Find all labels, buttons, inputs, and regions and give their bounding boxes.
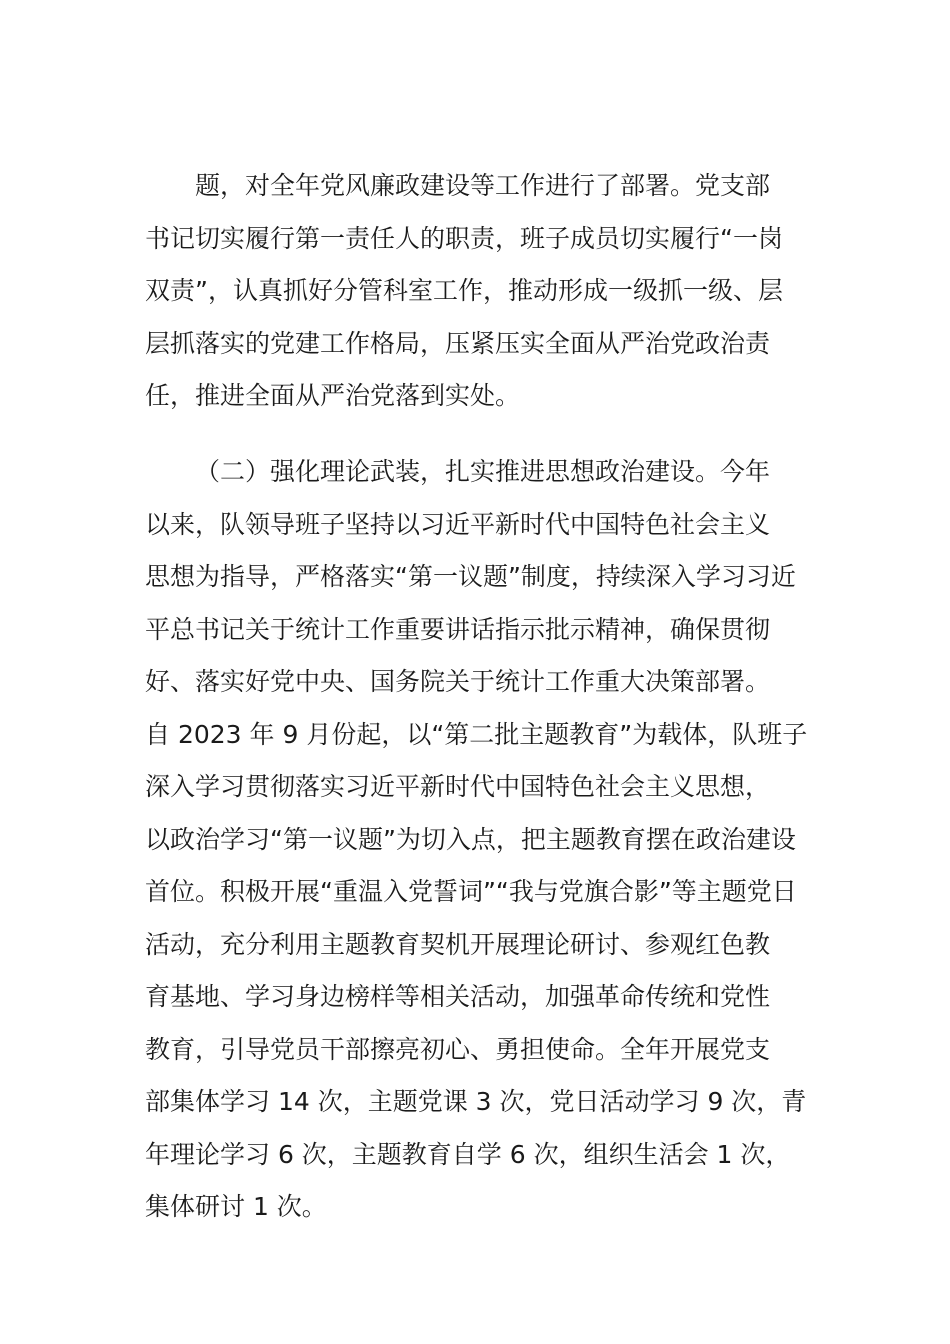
paragraph-party-conduct	[145, 160, 825, 423]
paragraph-line: 双责”，认真抓好分管科室工作，推动形成一级抓一级、层	[145, 276, 783, 305]
paragraph-line: 活动，充分利用主题教育契机开展理论研讨、参观红色教	[145, 929, 771, 959]
paragraph-line: 好、落实好党中央、国务院关于统计工作重大决策部署。	[145, 667, 771, 696]
paragraph-line: 以来，队领导班子坚持以习近平新时代中国特色社会主义	[145, 509, 771, 539]
paragraph-line: 任，推进全面从严治党落到实处。	[145, 381, 521, 410]
paragraph-line: 思想为指导，严格落实“第一议题”制度，持续深入学习习近	[145, 562, 796, 591]
paragraph-line: 年理论学习 6 次，主题教育自学 6 次，组织生活会 1 次，	[145, 1139, 791, 1169]
paragraph-line: 层抓落实的党建工作格局，压紧压实全面从严治党政治责	[145, 328, 771, 358]
paragraph-theory-study	[145, 446, 825, 1234]
paragraph-line: 自 2023 年 9 月份起，以“第二批主题教育”为载体，队班子	[145, 719, 808, 749]
paragraph-line: 以政治学习“第一议题”为切入点，把主题教育摆在政治建设	[145, 824, 796, 854]
section-heading-line: （二）强化理论武装，扎实推进思想政治建设。今年	[195, 457, 771, 486]
paragraph-line: 题，对全年党风廉政建设等工作进行了部署。党支部	[195, 171, 771, 200]
paragraph-line: 书记切实履行第一责任人的职责，班子成员切实履行“一岗	[145, 223, 783, 253]
paragraph-line: 教育，引导党员干部擦亮初心、勇担使命。全年开展党支	[145, 1034, 771, 1064]
paragraph-line: 首位。积极开展“重温入党誓词”“我与党旗合影”等主题党日	[145, 877, 797, 906]
paragraph-line: 平总书记关于统计工作重要讲话指示批示精神，确保贯彻	[145, 614, 771, 644]
paragraph-line: 集体研讨 1 次。	[145, 1192, 327, 1221]
paragraph-line: 育基地、学习身边榜样等相关活动，加强革命传统和党性	[145, 982, 771, 1011]
paragraph-line: 部集体学习 14 次，主题党课 3 次，党日活动学习 9 次，青	[145, 1087, 807, 1116]
paragraph-line: 深入学习贯彻落实习近平新时代中国特色社会主义思想，	[145, 772, 771, 801]
